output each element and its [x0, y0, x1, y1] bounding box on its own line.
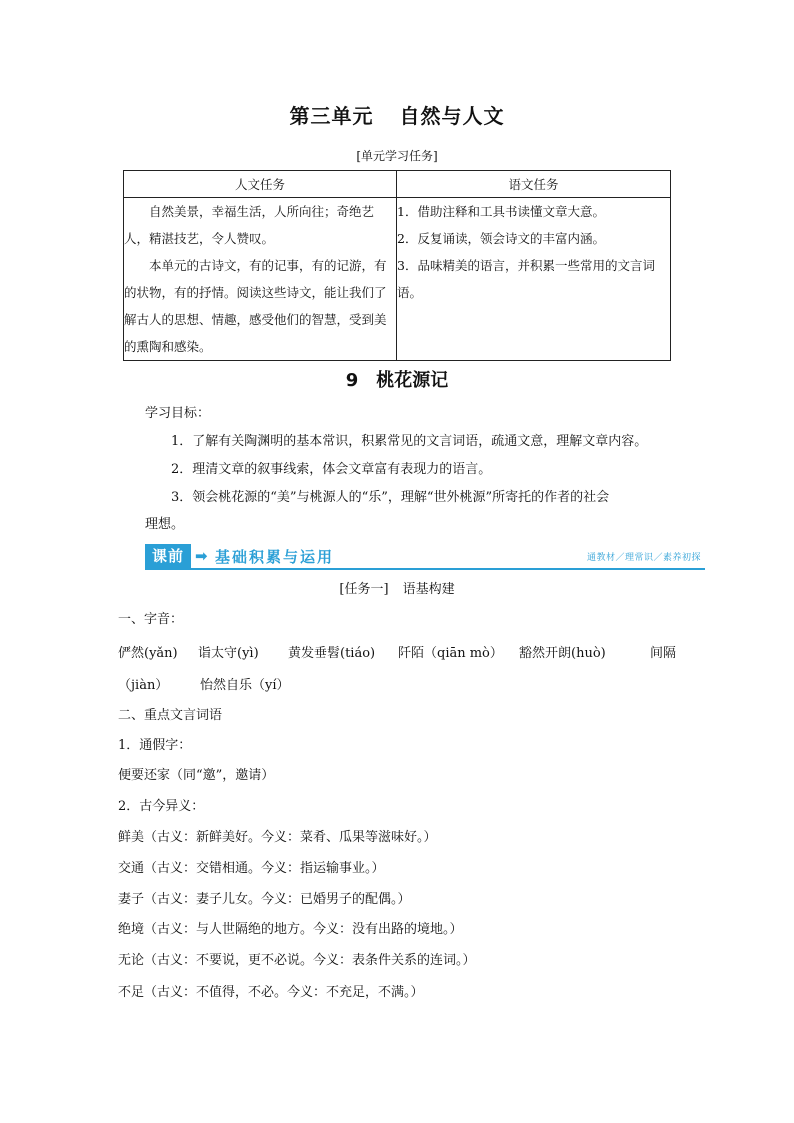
arrow-right-icon: ➡ [195, 547, 208, 565]
humanities-task-cell [124, 198, 397, 361]
gujin-item: 鲜美（古义：新鲜美好。今义：菜肴、瓜果等滋味好。） [118, 830, 437, 845]
pronunciation-item: 间隔 [650, 646, 677, 661]
objective-continuation: 理想。 [145, 517, 185, 532]
banner-tag: 课前 [145, 544, 191, 568]
objective-item: 3．领会桃花源的“美”与桃源人的“乐”，理解“世外桃源”所寄托的作者的社会 [171, 490, 610, 505]
vocab-heading: 二、重点文言词语 [118, 708, 223, 723]
section-banner [145, 544, 705, 570]
language-task-cell [397, 198, 671, 361]
unit-task-table [123, 170, 671, 361]
lesson-number: 9 [345, 370, 359, 391]
gujin-item: 不足（古义：不值得，不必。今义：不充足，不满。） [118, 985, 424, 1000]
unit-task-subtitle: [单元学习任务] [356, 149, 438, 163]
unit-number: 第三单元 [289, 104, 374, 128]
humanities-paragraph: 自然美景，幸福生活，人所向往；奇绝艺人，精湛技艺，令人赞叹。 [124, 204, 375, 246]
task-label: [任务一] [339, 582, 389, 597]
gujin-item: 妻子（古义：妻子儿女。今义：已婚男子的配偶。） [118, 892, 411, 907]
unit-title [0, 100, 794, 129]
objectives-label: 学习目标： [145, 406, 211, 421]
pronunciation-heading: 一、字音： [118, 612, 184, 627]
objective-item: 2．理清文章的叙事线索，体会文章富有表现力的语言。 [171, 462, 492, 477]
gujin-item: 绝境（古义：与人世隔绝的地方。今义：没有出路的境地。） [118, 922, 463, 937]
task-name: 语基构建 [402, 582, 455, 597]
tongjia-heading: 1．通假字： [118, 738, 192, 753]
lesson-title [0, 366, 794, 392]
task-heading [0, 578, 794, 597]
gujin-heading: 2．古今异义： [118, 799, 205, 814]
banner-title: 基础积累与运用 [215, 548, 335, 566]
table-header-language: 语文任务 [397, 171, 671, 198]
pronunciation-item: 阡陌（qiān mò） [398, 646, 503, 661]
table-header-humanities: 人文任务 [124, 171, 397, 198]
gujin-item: 交通（古义：交错相通。今义：指运输事业。） [118, 861, 385, 876]
pronunciation-item: 豁然开朗(huò) [519, 646, 606, 661]
language-task-item: 3．品味精美的语言，并积累一些常用的文言词语。 [397, 258, 655, 300]
objective-item: 1．了解有关陶渊明的基本常识，积累常见的文言词语，疏通文意，理解文章内容。 [171, 434, 648, 449]
pronunciation-item: （jiàn） [118, 678, 169, 693]
pronunciation-item: 黄发垂髫(tiáo) [288, 646, 376, 661]
humanities-paragraph: 本单元的古诗文，有的记事，有的记游，有的状物，有的抒情。阅读这些诗文，能让我们了解古人的思想、情趣，感受他们的智慧，受到美的熏陶和感染。 [124, 258, 387, 354]
language-task-item: 1．借助注释和工具书读懂文章大意。 [397, 204, 605, 219]
pronunciation-item: 怡然自乐（yí） [200, 678, 290, 693]
banner-tagline: 通教材／理常识／素养初探 [586, 553, 701, 563]
tongjia-item: 便要还家（同“邀”，邀请） [118, 768, 275, 783]
pronunciation-item: 俨然(yǎn) [118, 646, 178, 661]
lesson-name: 桃花源记 [376, 370, 449, 391]
unit-name: 自然与人文 [399, 104, 505, 128]
language-task-item: 2．反复诵读，领会诗文的丰富内涵。 [397, 231, 605, 246]
gujin-item: 无论（古义：不要说，更不必说。今义：表条件关系的连词。） [118, 953, 476, 968]
pronunciation-item: 诣太守(yì) [198, 646, 259, 661]
